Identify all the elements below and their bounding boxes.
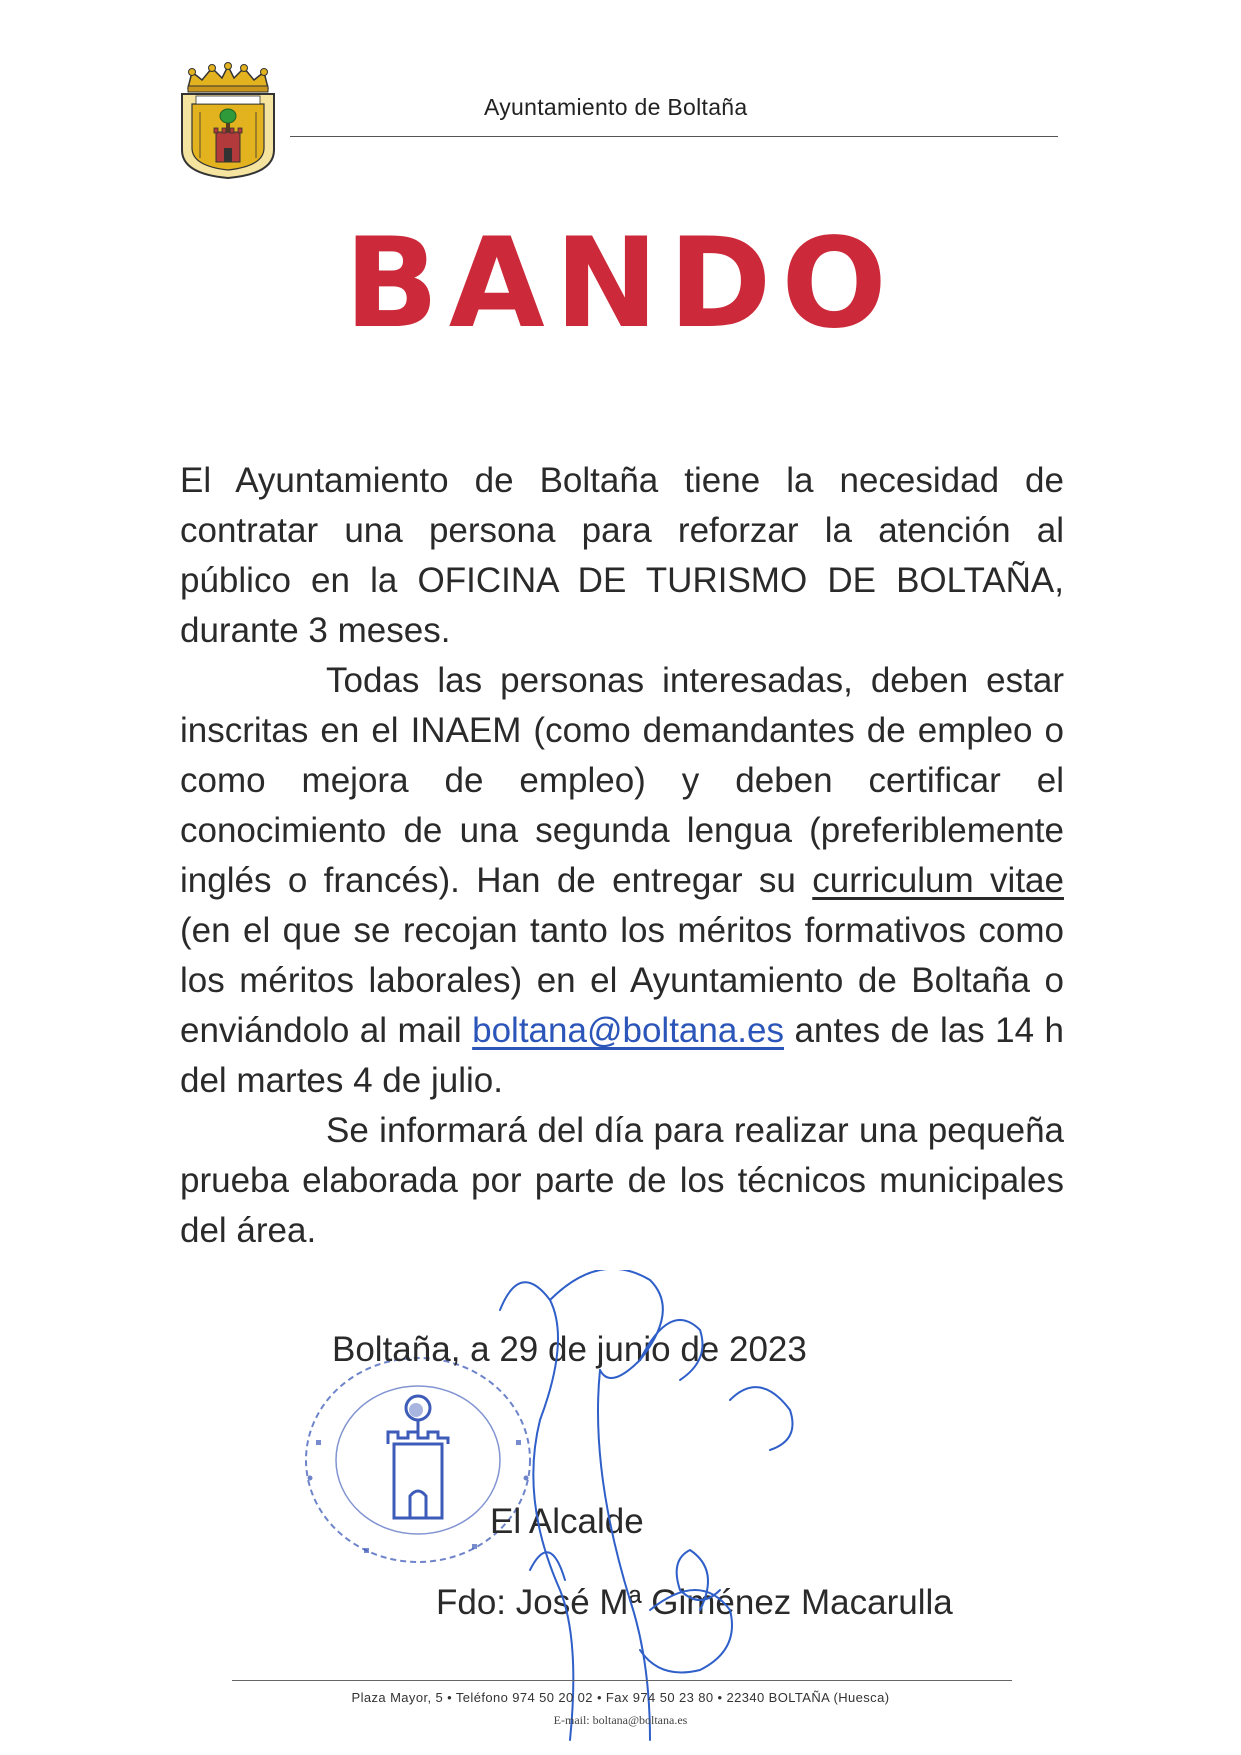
signer-name: Fdo: José Mª Giménez Macarulla xyxy=(436,1583,953,1622)
place-and-date: Boltaña, a 29 de junio de 2023 xyxy=(332,1330,807,1369)
page-title: BANDO xyxy=(344,212,897,356)
email-link[interactable]: boltana@boltana.es xyxy=(472,1011,784,1050)
footer-address: Plaza Mayor, 5 • Teléfono 974 50 20 02 • Fax 974 50 23 80 • 22340 BOLTAÑA (Huesca) xyxy=(351,1690,890,1705)
header-divider xyxy=(290,136,1058,137)
footer-divider xyxy=(232,1680,1012,1681)
coat-of-arms-icon xyxy=(170,62,286,180)
curriculum-vitae-text: curriculum vitae xyxy=(812,861,1064,900)
header-organization: Ayuntamiento de Boltaña xyxy=(484,94,748,120)
paragraph-3: Se informará del día para realizar una pequeña prueba elaborada por parte de los técnicos municipales del área. xyxy=(180,1111,1064,1250)
paragraph-2 xyxy=(180,656,1064,1106)
paragraph-2-deadline: antes de las 14 h del martes 4 de julio. xyxy=(180,1011,1064,1100)
paragraph-2-middle: (en el que se recojan tanto los méritos formativos como los méritos laborales) en el Ayuntamiento de Boltaña o enviándolo al mail xyxy=(180,911,1064,1050)
paragraph-2-intro: Todas las personas interesadas, deben estar inscritas en el INAEM (como demandantes de empleo o como mejora de empleo) y deben certificar el conocimiento de una segunda lengua (preferiblemente inglés o francés). Han de entregar su xyxy=(180,661,1064,900)
announcement-body xyxy=(180,456,1064,1256)
footer-email: E-mail: boltana@boltana.es xyxy=(553,1713,688,1727)
paragraph-1: El Ayuntamiento de Boltaña tiene la necesidad de contratar una persona para reforzar la atención al público en la OFICINA DE TURISMO DE BOLTAÑA, durante 3 meses. xyxy=(180,461,1064,650)
signer-role: El Alcalde xyxy=(490,1502,644,1541)
